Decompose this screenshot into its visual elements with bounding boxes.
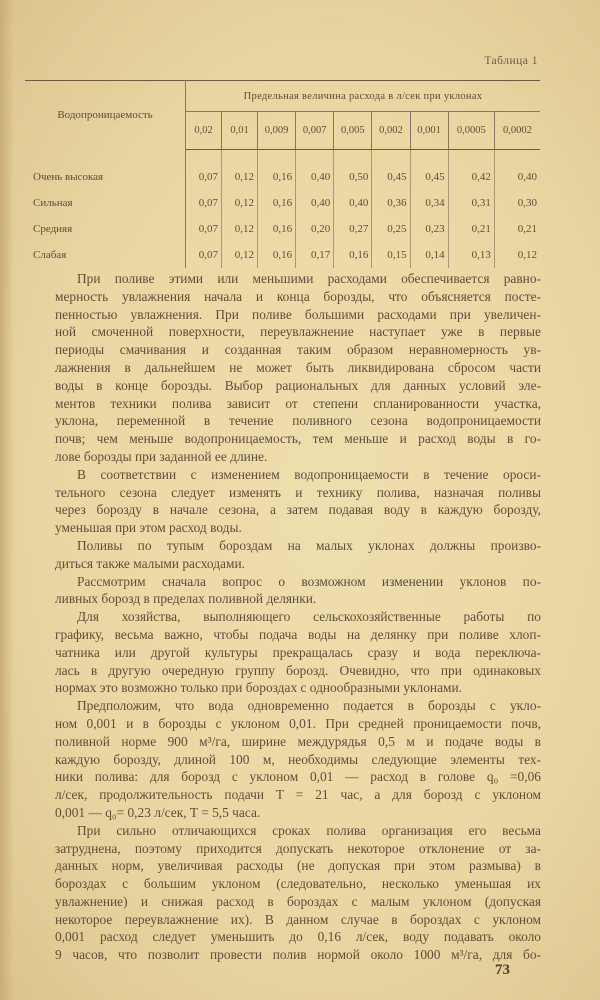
text-line: пенностью увлажнения. При поливе большими расходами при увеличен- <box>55 306 541 322</box>
slope-header: 0,0002 <box>494 112 540 150</box>
slope-header: 0,009 <box>258 112 296 150</box>
table-caption: Таблица 1 <box>484 55 538 67</box>
table-cell: 0,40 <box>334 190 372 216</box>
text-line: некоторое переувлажнение их). В данном случае в бороздах с уклоном <box>55 911 541 927</box>
text-line: При сильно отличающихся сроках полива организация его весьма <box>77 822 541 838</box>
table-cell: 0,25 <box>372 216 410 242</box>
table-cell: 0,42 <box>448 150 494 191</box>
paragraph <box>55 822 541 964</box>
text-line: уклона, переменной в течение поливного сезона водопроницаемости <box>55 413 541 429</box>
text-line: Поливы по тупым бороздам на малых уклонах должны произво- <box>77 537 541 553</box>
table-cell: 0,23 <box>410 216 448 242</box>
text-line: почв; чем меньше водопроницаемость, тем меньше и расход воды в го- <box>55 431 541 447</box>
slope-header: 0,0005 <box>448 112 494 150</box>
slope-header: 0,002 <box>372 112 410 150</box>
row-label: Сильная <box>25 190 186 216</box>
table-row <box>25 150 540 191</box>
table-cell: 0,12 <box>222 150 258 191</box>
paragraph <box>55 573 541 609</box>
page-number: 73 <box>495 962 510 978</box>
table-cell: 0,07 <box>186 150 222 191</box>
table-cell: 0,16 <box>258 242 296 268</box>
table-cell: 0,21 <box>517 223 537 235</box>
paragraph <box>55 697 541 822</box>
group-header: Предельная величина расхода в л/сек при уклонах <box>186 81 541 112</box>
table-cell: 0,31 <box>448 190 494 216</box>
text-line: тельного сезона следует изменять и технику полива, назначая поливы <box>55 484 541 500</box>
text-line: При поливе этими или меньшими расходами обеспечивается равно- <box>77 271 541 286</box>
table-cell: 0,07 <box>186 216 222 242</box>
paragraph <box>55 270 541 466</box>
row-label: Средняя <box>25 216 186 242</box>
text-line: данных норм, увеличивая расходы (не допуская при этом размыва) в <box>55 858 541 874</box>
paragraph <box>55 466 541 537</box>
text-line: л/сек, продолжительность подачи T = 21 час, а для борозд с уклоном <box>55 787 541 803</box>
table-cell: 0,27 <box>334 216 372 242</box>
table-cell: 0,12 <box>222 242 258 268</box>
table-cell: 0,36 <box>372 190 410 216</box>
table-cell: 0,21 <box>448 216 494 242</box>
table-cell: 0,12 <box>222 216 258 242</box>
text-line: 0,001 расход следует уменьшить до 0,16 л/сек, воду подавать около <box>55 929 541 945</box>
table-cell: 0,16 <box>258 150 296 191</box>
text-line: 9 часов, что позволит провести полив нормой около 1000 м³/га, для бо- <box>55 947 541 963</box>
table-cell: 0,40 <box>296 150 334 191</box>
text-line: воды в конце борозды. Выбор рациональных для данных условий эле- <box>55 377 541 393</box>
table-cell: 0,45 <box>410 150 448 191</box>
row-header: Водопроницаемость <box>25 81 186 150</box>
table-cell: 0,07 <box>186 242 222 268</box>
paragraph <box>55 537 541 573</box>
text-line: периоды смачивания и созданная таким образом неравномерность ув- <box>55 342 541 358</box>
text-line: лажнения в дальнейшем не может быть ликвидирована сбросом части <box>55 359 541 375</box>
flow-rate-table <box>25 80 540 268</box>
table-row <box>25 190 540 216</box>
text-line: ливных борозд в пределах поливной делянки. <box>55 591 317 607</box>
text-line: чатника или другой культуры прекращалась сразу и вода переключа- <box>55 644 541 660</box>
text-line: диться также малыми расходами. <box>55 555 245 571</box>
text-line: поливной норме 900 м³/га, ширине междурядья 0,5 м и подаче воды в <box>55 733 541 749</box>
table-cell: 0,16 <box>334 242 372 268</box>
text-line: ментов техники полива зависит от степени спланированности участка, <box>55 395 541 411</box>
text-line: ном 0,001 и в борозды с уклоном 0,01. При средней проницаемости почв, <box>55 715 541 731</box>
table-cell: 0,16 <box>258 216 296 242</box>
table-cell: 0,14 <box>410 242 448 268</box>
table-cell: 0,12 <box>517 249 537 261</box>
text-line: уменьшая при этом расход воды. <box>55 520 242 536</box>
body-text <box>55 270 541 964</box>
text-line: затруднена, поэтому приходится допускать некоторое отклонение от за- <box>55 840 541 856</box>
page-edge-shadow <box>0 0 14 1000</box>
text-line: лась в другую очередную группу борозд. Очевидно, что при одинаковых <box>55 662 541 678</box>
text-line: бороздах с большим уклоном (следовательно, несколько уменьшая их <box>55 876 541 892</box>
table-cell: 0,20 <box>296 216 334 242</box>
slope-header: 0,02 <box>186 112 222 150</box>
text-line: каждую борозду, длиной 100 м, необходимы следующие элементы тех- <box>55 751 541 767</box>
table-cell: 0,40 <box>517 171 537 183</box>
table-cell: 0,34 <box>410 190 448 216</box>
table-cell: 0,15 <box>372 242 410 268</box>
row-label: Очень высокая <box>25 150 186 191</box>
slope-header: 0,005 <box>334 112 372 150</box>
text-line: Для хозяйства, выполняющего сельскохозяйственные работы по <box>77 609 541 625</box>
row-label: Слабая <box>25 242 186 268</box>
slope-header: 0,001 <box>410 112 448 150</box>
paragraph <box>55 608 541 697</box>
table-cell: 0,07 <box>186 190 222 216</box>
text-line: В соответствии с изменением водопроницаемости в течение ороси- <box>77 466 541 482</box>
slope-header: 0,01 <box>222 112 258 150</box>
text-line: ной смоченной поверхности, переувлажнение наступает уже в первые <box>55 324 541 340</box>
table-row <box>25 242 540 268</box>
table-cell: 0,12 <box>222 190 258 216</box>
text-line: через борозду в начале сезона, а затем подавая воду в каждую борозду, <box>55 502 541 518</box>
text-line: лове борозды при заданной ее длине. <box>55 448 268 464</box>
table-cell: 0,50 <box>334 150 372 191</box>
table-cell: 0,16 <box>258 190 296 216</box>
slope-header: 0,007 <box>296 112 334 150</box>
text-line: 0,001 — q₀= 0,23 л/сек, T = 5,5 часа. <box>55 804 261 820</box>
text-line: нормах это возможно только при бороздах с однообразными уклонами. <box>55 680 463 696</box>
table-cell: 0,40 <box>296 190 334 216</box>
table-cell: 0,30 <box>517 197 537 209</box>
text-line: увлажнение) и снижая расход в бороздах с малым уклоном (допуская <box>55 893 541 909</box>
table-cell: 0,45 <box>372 150 410 191</box>
text-line: графику, весьма важно, чтобы подача воды на делянку при поливе хлоп- <box>55 626 541 642</box>
table-row <box>25 216 540 242</box>
text-line: мерность увлажнения начала и конца борозды, что объясняется посте- <box>55 288 541 304</box>
table-cell: 0,17 <box>296 242 334 268</box>
text-line: Предположим, что вода одновременно подается в борозды с укло- <box>77 698 541 714</box>
table-cell: 0,13 <box>448 242 494 268</box>
text-line: Рассмотрим сначала вопрос о возможном изменении уклонов по- <box>77 573 541 589</box>
text-line: ники полива: для борозд с уклоном 0,01 — расход в голове q₀ =0,06 <box>55 769 541 785</box>
